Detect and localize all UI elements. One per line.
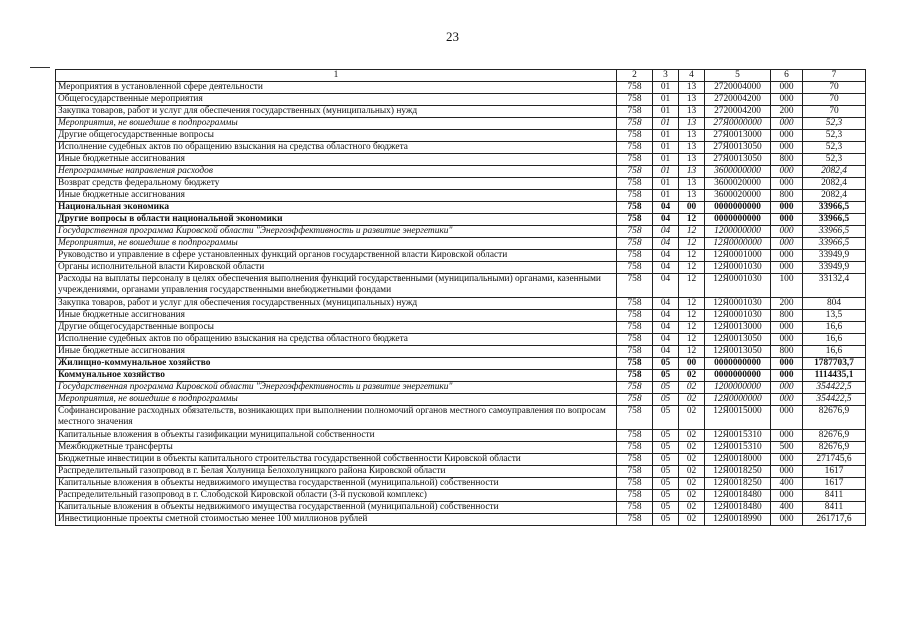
row-amount-cell: 8411 bbox=[803, 502, 866, 514]
row-section-cell: 04 bbox=[653, 226, 679, 238]
row-name-cell: Национальная экономика bbox=[56, 202, 617, 214]
header-cell-3: 3 bbox=[653, 70, 679, 82]
row-name-cell: Иные бюджетные ассигнования bbox=[56, 346, 617, 358]
row-expense-type-cell: 000 bbox=[771, 262, 803, 274]
row-code-cell: 758 bbox=[617, 454, 653, 466]
row-amount-cell: 52,3 bbox=[803, 118, 866, 130]
row-subsection-cell: 02 bbox=[679, 406, 705, 430]
row-subsection-cell: 13 bbox=[679, 154, 705, 166]
row-target-item-cell: 3600000000 bbox=[705, 166, 771, 178]
row-subsection-cell: 02 bbox=[679, 370, 705, 382]
row-expense-type-cell: 000 bbox=[771, 238, 803, 250]
row-section-cell: 05 bbox=[653, 394, 679, 406]
table-row bbox=[56, 154, 866, 166]
row-amount-cell: 52,3 bbox=[803, 130, 866, 142]
row-section-cell: 05 bbox=[653, 430, 679, 442]
row-name-cell: Капитальные вложения в объекты газификации муниципальной собственности bbox=[56, 430, 617, 442]
row-section-cell: 05 bbox=[653, 358, 679, 370]
table-row bbox=[56, 394, 866, 406]
row-code-cell: 758 bbox=[617, 118, 653, 130]
row-section-cell: 04 bbox=[653, 262, 679, 274]
row-subsection-cell: 13 bbox=[679, 82, 705, 94]
row-name-cell: Межбюджетные трансферты bbox=[56, 442, 617, 454]
row-section-cell: 01 bbox=[653, 118, 679, 130]
row-section-cell: 04 bbox=[653, 310, 679, 322]
row-target-item-cell: 12Я0001030 bbox=[705, 298, 771, 310]
row-section-cell: 01 bbox=[653, 82, 679, 94]
row-expense-type-cell: 800 bbox=[771, 190, 803, 202]
row-name-cell: Мероприятия, не вошедшие в подпрограммы bbox=[56, 238, 617, 250]
row-target-item-cell: 12Я0018990 bbox=[705, 514, 771, 526]
row-expense-type-cell: 000 bbox=[771, 142, 803, 154]
row-expense-type-cell: 000 bbox=[771, 334, 803, 346]
row-section-cell: 01 bbox=[653, 178, 679, 190]
row-amount-cell: 16,6 bbox=[803, 322, 866, 334]
row-name-cell: Другие общегосударственные вопросы bbox=[56, 130, 617, 142]
row-section-cell: 01 bbox=[653, 94, 679, 106]
row-target-item-cell: 1200000000 bbox=[705, 382, 771, 394]
row-target-item-cell: 12Я0015310 bbox=[705, 430, 771, 442]
row-subsection-cell: 13 bbox=[679, 178, 705, 190]
row-section-cell: 05 bbox=[653, 442, 679, 454]
row-subsection-cell: 02 bbox=[679, 466, 705, 478]
row-amount-cell: 1617 bbox=[803, 478, 866, 490]
row-name-cell: Мероприятия, не вошедшие в подпрограммы bbox=[56, 118, 617, 130]
row-amount-cell: 261717,6 bbox=[803, 514, 866, 526]
table-header-row bbox=[56, 70, 866, 82]
row-code-cell: 758 bbox=[617, 442, 653, 454]
table-row bbox=[56, 142, 866, 154]
row-code-cell: 758 bbox=[617, 238, 653, 250]
row-target-item-cell: 12Я0001030 bbox=[705, 310, 771, 322]
row-name-cell: Непрограммные направления расходов bbox=[56, 166, 617, 178]
row-name-cell: Иные бюджетные ассигнования bbox=[56, 310, 617, 322]
row-expense-type-cell: 000 bbox=[771, 382, 803, 394]
row-expense-type-cell: 400 bbox=[771, 502, 803, 514]
row-code-cell: 758 bbox=[617, 310, 653, 322]
row-expense-type-cell: 000 bbox=[771, 82, 803, 94]
header-cell-5: 5 bbox=[705, 70, 771, 82]
row-target-item-cell: 0000000000 bbox=[705, 202, 771, 214]
row-name-cell: Мероприятия в установленной сфере деятельности bbox=[56, 82, 617, 94]
row-expense-type-cell: 000 bbox=[771, 178, 803, 190]
row-target-item-cell: 12Я0018250 bbox=[705, 466, 771, 478]
row-target-item-cell: 27Я0013050 bbox=[705, 142, 771, 154]
table-row bbox=[56, 370, 866, 382]
row-expense-type-cell: 000 bbox=[771, 166, 803, 178]
row-expense-type-cell: 200 bbox=[771, 298, 803, 310]
row-amount-cell: 70 bbox=[803, 82, 866, 94]
row-subsection-cell: 02 bbox=[679, 394, 705, 406]
row-code-cell: 758 bbox=[617, 370, 653, 382]
row-section-cell: 05 bbox=[653, 502, 679, 514]
row-section-cell: 05 bbox=[653, 514, 679, 526]
table-row bbox=[56, 274, 866, 298]
row-section-cell: 01 bbox=[653, 142, 679, 154]
row-expense-type-cell: 000 bbox=[771, 226, 803, 238]
row-name-cell: Государственная программа Кировской области "Энергоэффективность и развитие энергетики" bbox=[56, 382, 617, 394]
row-code-cell: 758 bbox=[617, 106, 653, 118]
table-row bbox=[56, 214, 866, 226]
row-code-cell: 758 bbox=[617, 406, 653, 430]
table-row bbox=[56, 358, 866, 370]
row-name-cell: Иные бюджетные ассигнования bbox=[56, 190, 617, 202]
row-amount-cell: 1617 bbox=[803, 466, 866, 478]
row-code-cell: 758 bbox=[617, 250, 653, 262]
row-name-cell: Распределительный газопровод в г. Белая Холуница Белохолуницкого района Кировской области bbox=[56, 466, 617, 478]
row-code-cell: 758 bbox=[617, 514, 653, 526]
row-target-item-cell: 12Я0013000 bbox=[705, 322, 771, 334]
margin-mark bbox=[30, 67, 50, 68]
row-target-item-cell: 12Я0015310 bbox=[705, 442, 771, 454]
row-name-cell: Государственная программа Кировской области "Энергоэффективность и развитие энергетики" bbox=[56, 226, 617, 238]
table-row bbox=[56, 502, 866, 514]
row-expense-type-cell: 000 bbox=[771, 454, 803, 466]
row-code-cell: 758 bbox=[617, 322, 653, 334]
row-expense-type-cell: 000 bbox=[771, 430, 803, 442]
row-amount-cell: 16,6 bbox=[803, 346, 866, 358]
row-code-cell: 758 bbox=[617, 142, 653, 154]
row-name-cell: Иные бюджетные ассигнования bbox=[56, 154, 617, 166]
header-cell-4: 4 bbox=[679, 70, 705, 82]
row-expense-type-cell: 000 bbox=[771, 214, 803, 226]
row-subsection-cell: 02 bbox=[679, 478, 705, 490]
row-amount-cell: 16,6 bbox=[803, 334, 866, 346]
row-expense-type-cell: 000 bbox=[771, 130, 803, 142]
row-code-cell: 758 bbox=[617, 358, 653, 370]
row-name-cell: Исполнение судебных актов по обращению взыскания на средства областного бюджета bbox=[56, 334, 617, 346]
row-code-cell: 758 bbox=[617, 478, 653, 490]
row-subsection-cell: 12 bbox=[679, 250, 705, 262]
row-expense-type-cell: 000 bbox=[771, 322, 803, 334]
table-row bbox=[56, 226, 866, 238]
row-expense-type-cell: 000 bbox=[771, 406, 803, 430]
table-row bbox=[56, 94, 866, 106]
row-code-cell: 758 bbox=[617, 202, 653, 214]
row-target-item-cell: 27Я0013000 bbox=[705, 130, 771, 142]
row-section-cell: 01 bbox=[653, 130, 679, 142]
row-name-cell: Капитальные вложения в объекты недвижимого имущества государственной (муниципальной) собственности bbox=[56, 502, 617, 514]
row-expense-type-cell: 000 bbox=[771, 490, 803, 502]
table-row bbox=[56, 490, 866, 502]
row-expense-type-cell: 100 bbox=[771, 274, 803, 298]
row-expense-type-cell: 000 bbox=[771, 118, 803, 130]
row-amount-cell: 82676,9 bbox=[803, 442, 866, 454]
row-name-cell: Закупка товаров, работ и услуг для обеспечения государственных (муниципальных) нужд bbox=[56, 298, 617, 310]
row-expense-type-cell: 000 bbox=[771, 202, 803, 214]
row-subsection-cell: 12 bbox=[679, 322, 705, 334]
table-row bbox=[56, 262, 866, 274]
row-target-item-cell: 12Я0015000 bbox=[705, 406, 771, 430]
row-expense-type-cell: 000 bbox=[771, 394, 803, 406]
row-target-item-cell: 12Я0001030 bbox=[705, 274, 771, 298]
row-target-item-cell: 2720004200 bbox=[705, 94, 771, 106]
row-name-cell: Другие вопросы в области национальной экономики bbox=[56, 214, 617, 226]
row-subsection-cell: 13 bbox=[679, 118, 705, 130]
row-expense-type-cell: 000 bbox=[771, 466, 803, 478]
row-section-cell: 05 bbox=[653, 478, 679, 490]
row-name-cell: Распределительный газопровод в г. Слободской Кировской области (3-й пусковой комплекс) bbox=[56, 490, 617, 502]
row-code-cell: 758 bbox=[617, 502, 653, 514]
row-name-cell: Исполнение судебных актов по обращению взыскания на средства областного бюджета bbox=[56, 142, 617, 154]
row-target-item-cell: 1200000000 bbox=[705, 226, 771, 238]
row-expense-type-cell: 000 bbox=[771, 358, 803, 370]
budget-table bbox=[55, 69, 866, 526]
row-subsection-cell: 13 bbox=[679, 94, 705, 106]
row-amount-cell: 13,5 bbox=[803, 310, 866, 322]
row-subsection-cell: 12 bbox=[679, 334, 705, 346]
row-target-item-cell: 0000000000 bbox=[705, 214, 771, 226]
row-subsection-cell: 02 bbox=[679, 490, 705, 502]
header-cell-2: 2 bbox=[617, 70, 653, 82]
row-section-cell: 01 bbox=[653, 190, 679, 202]
row-section-cell: 01 bbox=[653, 154, 679, 166]
row-amount-cell: 33949,9 bbox=[803, 262, 866, 274]
row-expense-type-cell: 200 bbox=[771, 106, 803, 118]
row-target-item-cell: 12Я0018480 bbox=[705, 502, 771, 514]
budget-table-body bbox=[56, 70, 866, 526]
row-name-cell: Софинансирование расходных обязательств, возникающих при выполнении полномочий органов местного самоуправления по вопросам местного значения bbox=[56, 406, 617, 430]
row-expense-type-cell: 800 bbox=[771, 346, 803, 358]
row-code-cell: 758 bbox=[617, 130, 653, 142]
row-subsection-cell: 00 bbox=[679, 358, 705, 370]
row-amount-cell: 271745,6 bbox=[803, 454, 866, 466]
row-code-cell: 758 bbox=[617, 346, 653, 358]
row-expense-type-cell: 800 bbox=[771, 154, 803, 166]
row-amount-cell: 8411 bbox=[803, 490, 866, 502]
row-name-cell: Капитальные вложения в объекты недвижимого имущества государственной (муниципальной) собственности bbox=[56, 478, 617, 490]
row-target-item-cell: 12Я0013050 bbox=[705, 346, 771, 358]
row-subsection-cell: 12 bbox=[679, 310, 705, 322]
row-amount-cell: 354422,5 bbox=[803, 382, 866, 394]
row-expense-type-cell: 000 bbox=[771, 250, 803, 262]
table-row bbox=[56, 442, 866, 454]
row-name-cell: Органы исполнительной власти Кировской области bbox=[56, 262, 617, 274]
row-section-cell: 04 bbox=[653, 334, 679, 346]
row-name-cell: Закупка товаров, работ и услуг для обеспечения государственных (муниципальных) нужд bbox=[56, 106, 617, 118]
header-cell-1: 1 bbox=[56, 70, 617, 82]
row-expense-type-cell: 400 bbox=[771, 478, 803, 490]
table-row bbox=[56, 238, 866, 250]
row-target-item-cell: 12Я0018250 bbox=[705, 478, 771, 490]
row-code-cell: 758 bbox=[617, 382, 653, 394]
table-row bbox=[56, 322, 866, 334]
row-code-cell: 758 bbox=[617, 190, 653, 202]
row-amount-cell: 33966,5 bbox=[803, 202, 866, 214]
row-section-cell: 04 bbox=[653, 250, 679, 262]
row-code-cell: 758 bbox=[617, 226, 653, 238]
table-row bbox=[56, 382, 866, 394]
row-amount-cell: 33966,5 bbox=[803, 214, 866, 226]
row-section-cell: 01 bbox=[653, 166, 679, 178]
row-subsection-cell: 12 bbox=[679, 298, 705, 310]
row-amount-cell: 82676,9 bbox=[803, 406, 866, 430]
row-subsection-cell: 13 bbox=[679, 190, 705, 202]
row-amount-cell: 33949,9 bbox=[803, 250, 866, 262]
row-section-cell: 04 bbox=[653, 298, 679, 310]
row-section-cell: 01 bbox=[653, 106, 679, 118]
row-subsection-cell: 13 bbox=[679, 142, 705, 154]
row-subsection-cell: 02 bbox=[679, 502, 705, 514]
row-name-cell: Руководство и управление в сфере установленных функций органов государственной власти Кировской области bbox=[56, 250, 617, 262]
row-name-cell: Инвестиционные проекты сметной стоимостью менее 100 миллионов рублей bbox=[56, 514, 617, 526]
row-section-cell: 04 bbox=[653, 214, 679, 226]
row-name-cell: Коммунальное хозяйство bbox=[56, 370, 617, 382]
row-amount-cell: 1787703,7 bbox=[803, 358, 866, 370]
row-target-item-cell: 12Я0000000 bbox=[705, 238, 771, 250]
row-code-cell: 758 bbox=[617, 466, 653, 478]
row-section-cell: 05 bbox=[653, 490, 679, 502]
row-subsection-cell: 12 bbox=[679, 274, 705, 298]
row-target-item-cell: 12Я0013050 bbox=[705, 334, 771, 346]
table-row bbox=[56, 178, 866, 190]
row-target-item-cell: 2720004000 bbox=[705, 82, 771, 94]
row-code-cell: 758 bbox=[617, 82, 653, 94]
row-section-cell: 04 bbox=[653, 322, 679, 334]
row-amount-cell: 2082,4 bbox=[803, 166, 866, 178]
page-number: 23 bbox=[446, 29, 459, 44]
header-cell-7: 7 bbox=[803, 70, 866, 82]
row-target-item-cell: 27Я0000000 bbox=[705, 118, 771, 130]
row-code-cell: 758 bbox=[617, 214, 653, 226]
table-row bbox=[56, 346, 866, 358]
row-code-cell: 758 bbox=[617, 274, 653, 298]
row-amount-cell: 354422,5 bbox=[803, 394, 866, 406]
row-amount-cell: 2082,4 bbox=[803, 178, 866, 190]
row-name-cell: Расходы на выплаты персоналу в целях обеспечения выполнения функций государственными (муниципальными) органами, казенными учреждениями, органами управления государственными внебюджетными фондами bbox=[56, 274, 617, 298]
row-subsection-cell: 12 bbox=[679, 226, 705, 238]
table-row bbox=[56, 454, 866, 466]
row-name-cell: Мероприятия, не вошедшие в подпрограммы bbox=[56, 394, 617, 406]
row-expense-type-cell: 000 bbox=[771, 514, 803, 526]
row-amount-cell: 2082,4 bbox=[803, 190, 866, 202]
row-subsection-cell: 02 bbox=[679, 430, 705, 442]
row-code-cell: 758 bbox=[617, 166, 653, 178]
table-row bbox=[56, 82, 866, 94]
row-section-cell: 05 bbox=[653, 382, 679, 394]
row-target-item-cell: 27Я0013050 bbox=[705, 154, 771, 166]
table-row bbox=[56, 466, 866, 478]
table-row bbox=[56, 334, 866, 346]
row-subsection-cell: 02 bbox=[679, 382, 705, 394]
row-target-item-cell: 0000000000 bbox=[705, 358, 771, 370]
table-row bbox=[56, 130, 866, 142]
row-code-cell: 758 bbox=[617, 178, 653, 190]
row-code-cell: 758 bbox=[617, 298, 653, 310]
row-amount-cell: 82676,9 bbox=[803, 430, 866, 442]
table-row bbox=[56, 406, 866, 430]
row-subsection-cell: 02 bbox=[679, 442, 705, 454]
row-section-cell: 05 bbox=[653, 454, 679, 466]
row-section-cell: 04 bbox=[653, 274, 679, 298]
table-row bbox=[56, 478, 866, 490]
row-expense-type-cell: 000 bbox=[771, 94, 803, 106]
row-amount-cell: 52,3 bbox=[803, 154, 866, 166]
row-target-item-cell: 12Я0018480 bbox=[705, 490, 771, 502]
table-row bbox=[56, 202, 866, 214]
table-row bbox=[56, 190, 866, 202]
row-code-cell: 758 bbox=[617, 154, 653, 166]
row-name-cell: Общегосударственные мероприятия bbox=[56, 94, 617, 106]
table-row bbox=[56, 310, 866, 322]
table-row bbox=[56, 514, 866, 526]
row-amount-cell: 33966,5 bbox=[803, 226, 866, 238]
row-subsection-cell: 13 bbox=[679, 130, 705, 142]
row-target-item-cell: 12Я0001000 bbox=[705, 250, 771, 262]
row-subsection-cell: 02 bbox=[679, 454, 705, 466]
row-section-cell: 05 bbox=[653, 466, 679, 478]
row-code-cell: 758 bbox=[617, 394, 653, 406]
row-section-cell: 04 bbox=[653, 238, 679, 250]
row-code-cell: 758 bbox=[617, 262, 653, 274]
row-amount-cell: 70 bbox=[803, 94, 866, 106]
row-name-cell: Возврат средств федеральному бюджету bbox=[56, 178, 617, 190]
header-cell-6: 6 bbox=[771, 70, 803, 82]
row-name-cell: Жилищно-коммунальное хозяйство bbox=[56, 358, 617, 370]
row-code-cell: 758 bbox=[617, 430, 653, 442]
row-amount-cell: 804 bbox=[803, 298, 866, 310]
row-amount-cell: 70 bbox=[803, 106, 866, 118]
row-section-cell: 05 bbox=[653, 406, 679, 430]
row-subsection-cell: 12 bbox=[679, 214, 705, 226]
row-amount-cell: 33132,4 bbox=[803, 274, 866, 298]
row-subsection-cell: 00 bbox=[679, 202, 705, 214]
table-row bbox=[56, 430, 866, 442]
row-subsection-cell: 12 bbox=[679, 238, 705, 250]
row-subsection-cell: 12 bbox=[679, 262, 705, 274]
row-target-item-cell: 3600020000 bbox=[705, 178, 771, 190]
row-target-item-cell: 12Я0018000 bbox=[705, 454, 771, 466]
row-target-item-cell: 12Я0001030 bbox=[705, 262, 771, 274]
row-code-cell: 758 bbox=[617, 94, 653, 106]
row-target-item-cell: 12Я0000000 bbox=[705, 394, 771, 406]
row-expense-type-cell: 800 bbox=[771, 310, 803, 322]
row-expense-type-cell: 000 bbox=[771, 370, 803, 382]
row-target-item-cell: 3600020000 bbox=[705, 190, 771, 202]
row-target-item-cell: 0000000000 bbox=[705, 370, 771, 382]
row-amount-cell: 52,3 bbox=[803, 142, 866, 154]
row-section-cell: 04 bbox=[653, 346, 679, 358]
row-subsection-cell: 13 bbox=[679, 166, 705, 178]
row-subsection-cell: 12 bbox=[679, 346, 705, 358]
row-section-cell: 04 bbox=[653, 202, 679, 214]
row-code-cell: 758 bbox=[617, 490, 653, 502]
row-expense-type-cell: 500 bbox=[771, 442, 803, 454]
row-code-cell: 758 bbox=[617, 334, 653, 346]
row-section-cell: 05 bbox=[653, 370, 679, 382]
row-amount-cell: 1114435,1 bbox=[803, 370, 866, 382]
row-subsection-cell: 02 bbox=[679, 514, 705, 526]
table-row bbox=[56, 118, 866, 130]
row-name-cell: Другие общегосударственные вопросы bbox=[56, 322, 617, 334]
row-target-item-cell: 2720004200 bbox=[705, 106, 771, 118]
table-row bbox=[56, 106, 866, 118]
row-name-cell: Бюджетные инвестиции в объекты капитального строительства государственной собственности Кировской области bbox=[56, 454, 617, 466]
table-row bbox=[56, 166, 866, 178]
row-amount-cell: 33966,5 bbox=[803, 238, 866, 250]
table-row bbox=[56, 250, 866, 262]
row-subsection-cell: 13 bbox=[679, 106, 705, 118]
table-row bbox=[56, 298, 866, 310]
